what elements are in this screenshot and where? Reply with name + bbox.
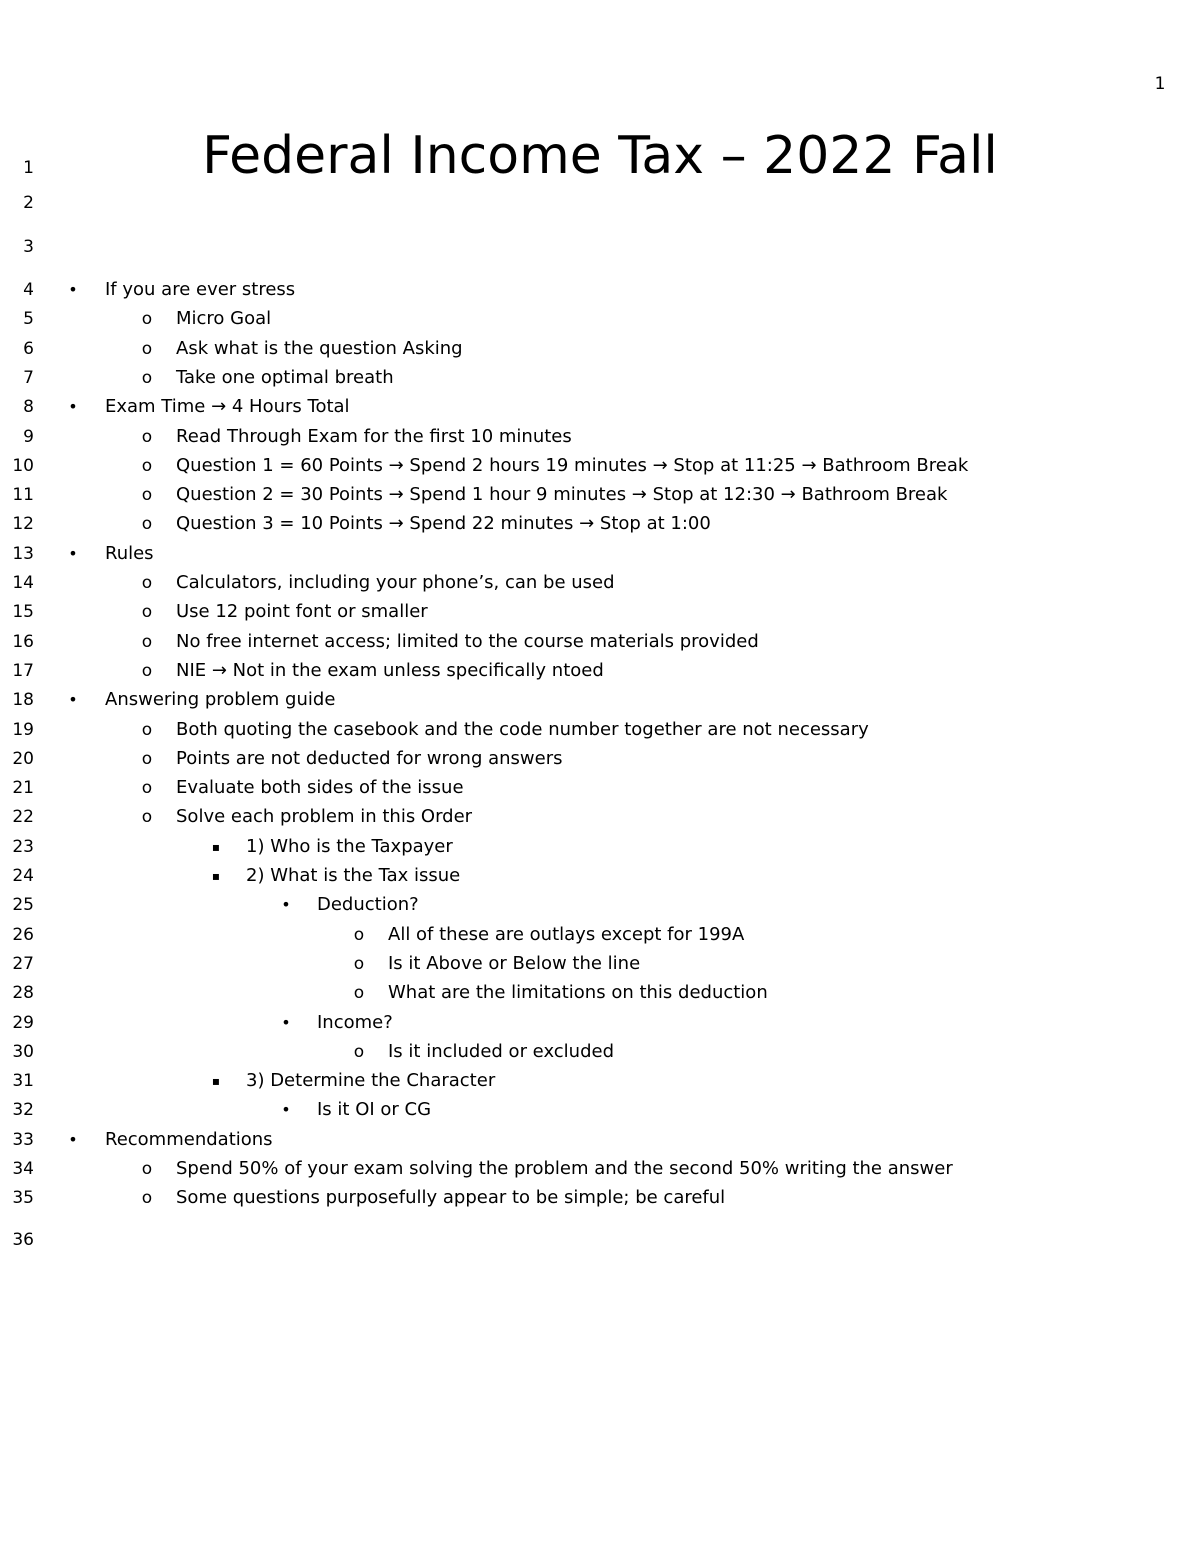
list-item-text: Is it included or excluded [388, 1040, 615, 1062]
list-item [0, 835, 1200, 859]
list-item-text: If you are ever stress [105, 279, 296, 300]
list-item [0, 981, 1200, 1005]
list-marker: o [141, 426, 153, 447]
list-item-text: Question 1 = 60 Points → Spend 2 hours 19 minutes → Stop at 11:25 → Bathroom Break [176, 454, 969, 476]
list-marker: o [141, 807, 153, 828]
list-marker: • [68, 1129, 78, 1149]
list-item [0, 630, 1200, 654]
list-marker: • [281, 1012, 291, 1032]
line-number: 8 [23, 397, 34, 418]
list-marker: o [141, 514, 153, 535]
line-number: 10 [12, 455, 34, 476]
list-marker: o [141, 1159, 153, 1179]
list-marker: o [141, 573, 153, 593]
line-number: 6 [23, 338, 34, 359]
list-marker: • [68, 543, 78, 563]
list-marker: • [68, 280, 78, 299]
line-number: 35 [12, 1188, 34, 1209]
list-item-text: Question 2 = 30 Points → Spend 1 hour 9 minutes → Stop at 12:30 → Bathroom Break [176, 484, 948, 506]
list-item-text: Recommendations [105, 1128, 273, 1150]
line-number: 4 [23, 280, 34, 300]
list-item-text: Answering problem guide [105, 689, 336, 711]
list-item-text: Exam Time → 4 Hours Total [105, 396, 350, 418]
list-marker: o [141, 367, 153, 388]
line-number: 32 [12, 1100, 34, 1121]
list-item-text: Calculators, including your phone’s, can be used [176, 572, 615, 593]
list-item-text: Some questions purposefully appear to be simple; be careful [176, 1187, 726, 1209]
list-item-text: Is it Above or Below the line [388, 952, 641, 974]
list-item-text: Evaluate both sides of the issue [176, 777, 464, 799]
line-number: 27 [12, 953, 34, 974]
line-number: 31 [12, 1071, 34, 1092]
list-item [0, 952, 1200, 976]
line-number: 5 [23, 309, 34, 330]
list-marker: o [141, 309, 153, 330]
line-number: 14 [12, 573, 34, 593]
list-marker: o [353, 1041, 365, 1062]
list-item-text: 1) Who is the Taxpayer [246, 835, 453, 857]
list-item-text: Deduction? [317, 894, 419, 916]
list-item [0, 893, 1200, 917]
line-number: 1 [23, 158, 34, 178]
list-item [0, 747, 1200, 771]
list-marker: o [353, 924, 365, 945]
list-item-text: 2) What is the Tax issue [246, 865, 461, 886]
list-item [0, 600, 1200, 624]
list-item [0, 864, 1200, 888]
line-number: 13 [12, 543, 34, 564]
list-marker: o [141, 748, 153, 769]
list-item [0, 307, 1200, 331]
list-marker: o [141, 1188, 153, 1209]
line-number: 29 [12, 1012, 34, 1033]
list-item [0, 1040, 1200, 1064]
list-item-text: Spend 50% of your exam solving the problem and the second 50% writing the answer [176, 1158, 953, 1179]
list-marker: ▪ [211, 1074, 221, 1089]
list-marker: • [281, 1100, 291, 1120]
line-number: 34 [12, 1159, 34, 1179]
line-number: 16 [12, 631, 34, 652]
list-item-text: Question 3 = 10 Points → Spend 22 minutes → Stop at 1:00 [176, 513, 711, 535]
list-marker: o [353, 983, 365, 1004]
list-marker: o [141, 455, 153, 476]
list-item-text: All of these are outlays except for 199A [388, 923, 745, 945]
list-item [0, 688, 1200, 712]
line-number: 15 [12, 602, 34, 623]
line-number: 9 [23, 426, 34, 447]
list-item [0, 1128, 1200, 1152]
list-item-text: Use 12 point font or smaller [176, 601, 428, 623]
line-number: 26 [12, 924, 34, 945]
line-number: 33 [12, 1129, 34, 1150]
line-number: 23 [12, 836, 34, 857]
list-item [0, 483, 1200, 507]
line-number: 25 [12, 895, 34, 916]
list-item-text: Read Through Exam for the first 10 minutes [176, 425, 572, 447]
list-marker: o [141, 660, 153, 681]
line-number: 21 [12, 778, 34, 799]
list-item-text: Is it OI or CG [317, 1099, 432, 1121]
line-number: 17 [12, 660, 34, 681]
document-title: Federal Income Tax – 2022 Fall [202, 126, 998, 186]
list-item-text: Rules [105, 542, 154, 564]
list-marker: • [68, 690, 78, 710]
line-number: 11 [12, 485, 34, 506]
list-item [0, 395, 1200, 419]
list-item-text: What are the limitations on this deduction [388, 982, 768, 1004]
list-item [0, 1011, 1200, 1035]
list-item-text: No free internet access; limited to the course materials provided [176, 630, 759, 652]
list-marker: o [141, 631, 153, 652]
list-item [0, 718, 1200, 742]
line-number: 30 [12, 1041, 34, 1062]
list-item [0, 923, 1200, 947]
list-marker: o [141, 485, 153, 506]
list-marker: o [141, 338, 153, 359]
list-item [0, 542, 1200, 566]
page-number: 1 [1154, 74, 1166, 94]
list-item-text: Ask what is the question Asking [176, 337, 463, 359]
list-item [0, 776, 1200, 800]
list-item [0, 1186, 1200, 1210]
list-item [0, 454, 1200, 478]
list-marker: o [141, 778, 153, 799]
list-marker: o [353, 953, 365, 974]
list-marker: • [68, 397, 78, 417]
list-item [0, 512, 1200, 536]
line-number: 20 [12, 748, 34, 769]
list-marker: o [141, 602, 153, 623]
line-number: 22 [12, 807, 34, 828]
line-number: 36 [12, 1230, 34, 1250]
list-item-text: Points are not deducted for wrong answers [176, 747, 563, 769]
list-marker: o [141, 719, 153, 740]
list-item [0, 366, 1200, 390]
list-item-text: Both quoting the casebook and the code number together are not necessary [176, 718, 869, 740]
list-item-text: NIE → Not in the exam unless specifically ntoed [176, 659, 604, 681]
line-number: 7 [23, 367, 34, 388]
list-item-text: Micro Goal [176, 308, 272, 330]
line-number: 24 [12, 866, 34, 886]
list-marker: • [281, 895, 291, 915]
line-number: 18 [12, 690, 34, 711]
list-item [0, 659, 1200, 683]
list-item [0, 1098, 1200, 1122]
list-item [0, 805, 1200, 829]
list-item-text: Income? [317, 1011, 393, 1033]
list-item [0, 278, 1200, 302]
list-item-text: 3) Determine the Character [246, 1070, 496, 1092]
list-item [0, 1157, 1200, 1181]
line-number: 12 [12, 514, 34, 535]
line-number: 3 [23, 237, 34, 257]
list-marker: ▪ [211, 839, 221, 854]
list-item-text: Take one optimal breath [176, 366, 394, 388]
line-number: 2 [23, 193, 34, 213]
list-item-text: Solve each problem in this Order [176, 806, 473, 828]
list-item [0, 571, 1200, 595]
list-item [0, 1069, 1200, 1093]
list-item [0, 425, 1200, 449]
line-number: 28 [12, 983, 34, 1004]
list-item [0, 337, 1200, 361]
line-number: 19 [12, 719, 34, 740]
list-marker: ▪ [211, 869, 221, 883]
